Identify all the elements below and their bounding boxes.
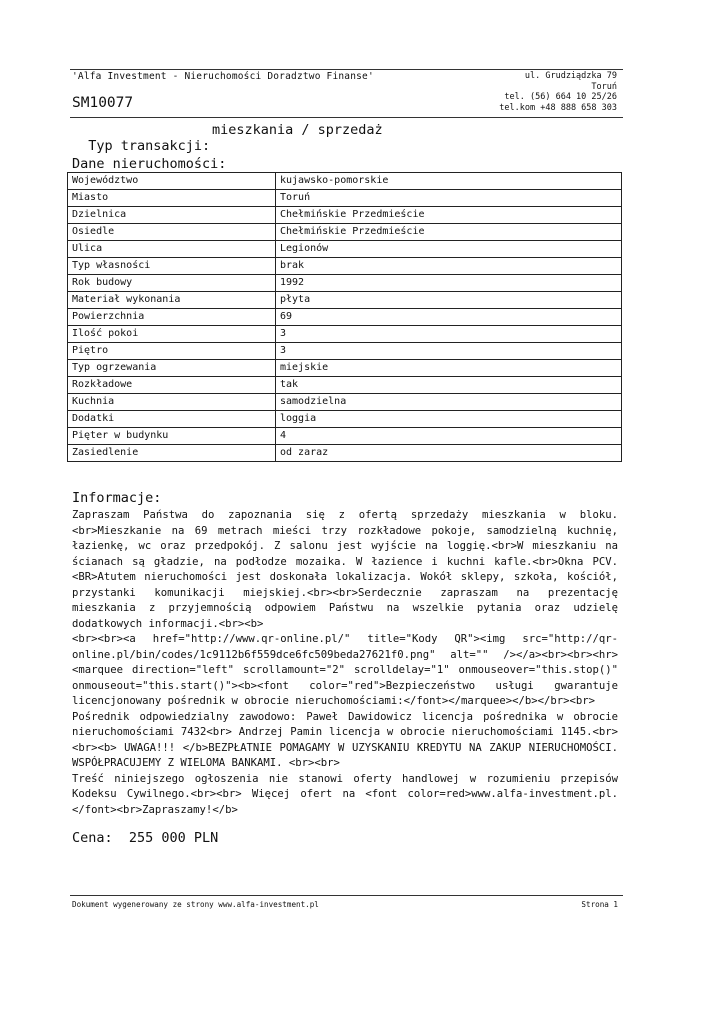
property-value: loggia [276,411,622,428]
property-row [68,292,622,309]
property-key: Piętro [68,343,276,360]
property-value: miejskie [276,360,622,377]
info-paragraph-markup: <br><br><a href="http://www.qr-online.pl/" title="Kody QR"><img src="http://qr-online.pl/bin/codes/1c9112b6f559dce6fc509beda27621f0.png" alt="" /></a><br><br><hr><marquee direction="left" scrollamount="2" scrolldelay="1" onmouseover="this.stop()" onmouseout="this.start()"><b><font color="red">Bezpieczeństwo usługi gwarantuje licencjonowany pośrednik w obrocie nieruchomościami:</font></marquee></b></br><br> [72,633,618,707]
price [72,830,218,846]
property-value: brak [276,258,622,275]
property-row [68,360,622,377]
property-key: Typ ogrzewania [68,360,276,377]
property-key: Pięter w budynku [68,428,276,445]
address-phone: tel. (56) 664 10 25/26 [504,92,617,102]
property-key: Osiedle [68,224,276,241]
footer-generated: Dokument wygenerowany ze strony www.alfa-investment.pl [72,900,319,909]
transaction-value: mieszkania / sprzedaż [212,122,383,138]
property-key: Rozkładowe [68,377,276,394]
property-value: Toruń [276,190,622,207]
price-label: Cena: [72,830,113,846]
property-value: Chełmińskie Przedmieście [276,224,622,241]
property-key: Dzielnica [68,207,276,224]
header-bottom-rule [70,117,623,118]
info-text [72,508,618,818]
property-row [68,224,622,241]
property-key: Powierzchnia [68,309,276,326]
footer-rule [70,895,623,896]
property-key: Ulica [68,241,276,258]
property-row [68,275,622,292]
property-key: Rok budowy [68,275,276,292]
property-value: Legionów [276,241,622,258]
transaction-label: Typ transakcji: [88,138,211,154]
property-row [68,445,622,462]
property-section-title: Dane nieruchomości: [72,156,227,172]
company-name: 'Alfa Investment - Nieruchomości Doradztwo Finanse' [72,71,374,82]
property-key: Kuchnia [68,394,276,411]
info-paragraph-disclaimer: Treść niniejszego ogłoszenia nie stanowi oferty handlowej w rozumieniu przepisów Kodeksu Cywilnego.<br><br> Więcej ofert na <font color=red>www.alfa-investment.pl. </font><br>Zapraszamy!</b> [72,772,618,816]
property-key: Typ własności [68,258,276,275]
property-row [68,428,622,445]
address-mobile: tel.kom +48 888 658 303 [499,102,617,113]
info-paragraph-agent: Pośrednik odpowiedzialny zawodowo: Paweł Dawidowicz licencja pośrednika w obrocie nieruchomościami 7432<br> Andrzej Pamin licencja w obrocie nieruchomościami 1145.<br><br><b> UWAGA!!! </b>BEZPŁATNIE POMAGAMY W UZYSKANIU KREDYTU NA ZAKUP NIERUCHOMOŚCI. WSPÓŁPRACUJEMY Z WIELOMA BANKAMI. <br><br> [72,710,618,769]
property-row [68,309,622,326]
price-value: 255 000 PLN [128,830,219,846]
property-value: płyta [276,292,622,309]
address-city: Toruń [591,81,617,92]
property-value: kujawsko-pomorskie [276,173,622,190]
company-address [499,71,617,113]
property-value: Chełmińskie Przedmieście [276,207,622,224]
property-value: 1992 [276,275,622,292]
info-section-title: Informacje: [72,490,162,506]
document-id: SM10077 [72,95,134,111]
property-value: tak [276,377,622,394]
property-row [68,377,622,394]
property-value: 69 [276,309,622,326]
property-value: 3 [276,326,622,343]
property-row [68,326,622,343]
property-value: od zaraz [276,445,622,462]
property-value: 3 [276,343,622,360]
property-row [68,258,622,275]
address-street: ul. Grudziądzka 79 [524,71,617,81]
property-key: Dodatki [68,411,276,428]
property-row [68,173,622,190]
property-key: Miasto [68,190,276,207]
property-key: Województwo [68,173,276,190]
property-row [68,343,622,360]
property-key: Zasiedlenie [68,445,276,462]
info-paragraph-description: Zapraszam Państwa do zapoznania się z ofertą sprzedaży mieszkania w bloku.<br>Mieszkanie na 69 metrach mieści trzy rozkładowe pokoje, samodzielną kuchnię, łazienkę, wc oraz przedpokój. Z salonu jest wyjście na loggię.<br>W mieszkaniu na ścianach są gładzie, na podłodze mozaika. W łazience i kuchni kafle.<br>Okna PCV.<BR>Atutem nieruchomości jest doskonała lokalizacja. Wokół sklepy, szkoła, kościół, przystanki komunikacji miejskiej.<br><br>Serdecznie zapraszam na prezentację mieszkania z przyjemnością odpowiem Państwu na wszelkie pytania oraz udzielę dodatkowych informacji.<br><b> [72,509,618,630]
property-row [68,241,622,258]
property-table [67,172,622,462]
property-row [68,394,622,411]
property-value: 4 [276,428,622,445]
property-key: Materiał wykonania [68,292,276,309]
property-row [68,411,622,428]
property-row [68,207,622,224]
property-key: Ilość pokoi [68,326,276,343]
header-top-rule [70,69,623,70]
property-value: samodzielna [276,394,622,411]
footer-page-number: Strona 1 [581,900,618,909]
property-row [68,190,622,207]
